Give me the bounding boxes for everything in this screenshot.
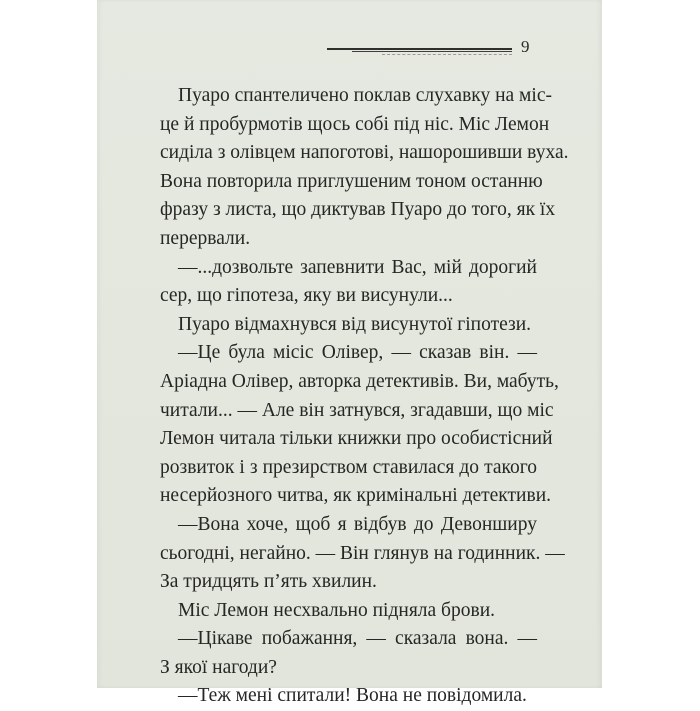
text-line: —Це була місіс Олівер, — сказав він. —: [178, 342, 537, 364]
text-line: сиділа з олівцем напоготові, нашорошивши вуха.: [160, 142, 569, 164]
text-line: несерйозного читва, як кримінальні детективи.: [160, 485, 551, 507]
text-line: читали... — Але він затнувся, згадавши, що міс: [160, 399, 554, 421]
text-line: сер, що гіпотеза, яку ви висунули...: [160, 285, 453, 307]
text-line: сьогодні, негайно. — Він глянув на годинник. —: [160, 542, 565, 564]
text-line: Аріадна Олівер, авторка детективів. Ви, мабуть,: [160, 370, 559, 392]
text-line: Міс Лемон несхвально підняла брови.: [178, 599, 495, 621]
text-line: З якої нагоди?: [160, 656, 277, 678]
text-line: фразу з листа, що диктував Пуаро до того, як їх: [160, 199, 556, 221]
running-head: [327, 38, 527, 58]
text-line: —Теж мені спитали! Вона не повідомила.: [178, 685, 527, 707]
text-line: Пуаро відмахнувся від висунутої гіпотези.: [178, 313, 532, 335]
text-line: —Цікаве побажання, — сказала вона. —: [178, 628, 537, 650]
body-text: [160, 82, 569, 711]
header-rule-thin: [352, 51, 512, 52]
text-line: це й пробурмотів щось собі під ніс. Міс Лемон: [160, 113, 550, 135]
text-line: розвиток і з презирством ставилася до такого: [160, 456, 537, 478]
text-line: —...дозвольте запевнити Вас, мій дорогий: [178, 256, 537, 278]
text-line: Пуаро спантеличено поклав слухавку на міс-: [178, 85, 552, 106]
text-line: —Вона хоче, щоб я відбув до Девонширу: [178, 513, 537, 535]
header-rule-thick: [327, 48, 512, 50]
page-number: 9: [521, 37, 530, 56]
book-page: [97, 0, 602, 707]
text-line: Вона повторила приглушеним тоном останню: [160, 170, 543, 192]
header-rule-dotted: [382, 54, 512, 55]
text-line: перервали.: [160, 227, 251, 249]
text-line: За тридцять п’ять хвилин.: [160, 571, 377, 593]
text-line: Лемон читала тільки книжки про особистісний: [160, 428, 553, 450]
